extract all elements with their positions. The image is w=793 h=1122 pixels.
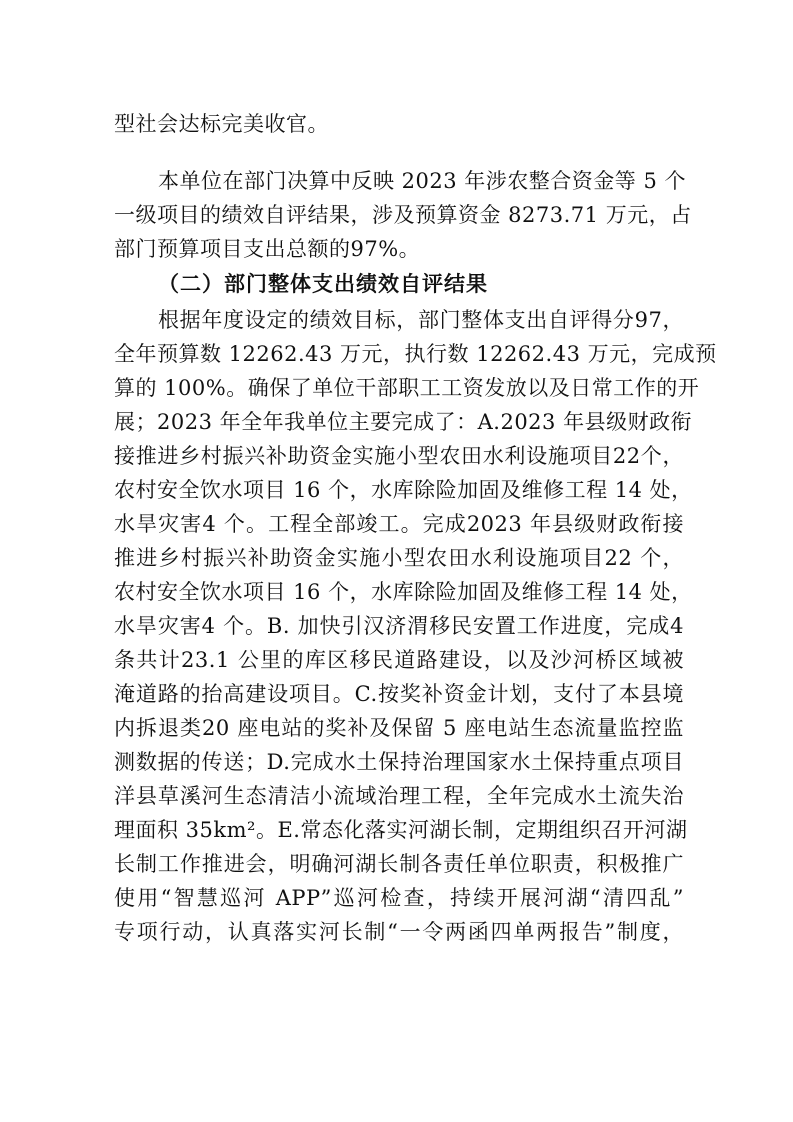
paragraph-line: 内拆退类20 座电站的奖补及保留 5 座电站生态流量监控监 — [114, 716, 684, 740]
paragraph-line: 水旱灾害4 个。B. 加快引汉济渭移民安置工作进度，完成4 — [114, 614, 684, 638]
paragraph-line: 接推进乡村振兴补助资金实施小型农田水利设施项目22个， — [114, 444, 684, 468]
paragraph-line: 展；2023 年全年我单位主要完成了：A.2023 年县级财政衔 — [114, 410, 693, 434]
paragraph-line: 测数据的传送；D.完成水土保持治理国家水土保持重点项目 — [114, 750, 684, 774]
paragraph-line: 长制工作推进会，明确河湖长制各责任单位职责，积极推广 — [114, 852, 684, 876]
paragraph-line: 使用“智慧巡河 APP”巡河检查，持续开展河湖“清四乱” — [114, 886, 684, 910]
paragraph-line: 农村安全饮水项目 16 个，水库除险加固及维修工程 14 处， — [114, 580, 693, 604]
paragraph-line: 专项行动，认真落实河长制“一令两函四单两报告”制度， — [114, 920, 684, 944]
paragraph-line: 一级项目的绩效自评结果，涉及预算资金 8273.71 万元，占 — [114, 203, 692, 227]
paragraph-line: 洋县草溪河生态清洁小流域治理工程，全年完成水土流失治 — [114, 784, 684, 808]
paragraph-line: 部门预算项目支出总额的97%。 — [114, 237, 421, 261]
paragraph-line: 淹道路的抬高建设项目。C.按奖补资金计划，支付了本县境 — [114, 682, 684, 706]
paragraph-line: 农村安全饮水项目 16 个，水库除险加固及维修工程 14 处， — [114, 478, 693, 502]
paragraph-line: 全年预算数 12262.43 万元，执行数 12262.43 万元，完成预 — [114, 342, 717, 366]
paragraph-line: 水旱灾害4 个。工程全部竣工。完成2023 年县级财政衔接 — [114, 512, 684, 536]
paragraph-line: 条共计23.1 公里的库区移民道路建设，以及沙河桥区域被 — [114, 648, 684, 672]
paragraph-line: 推进乡村振兴补助资金实施小型农田水利设施项目22 个， — [114, 546, 684, 570]
paragraph-line: 型社会达标完美收官。 — [114, 112, 329, 136]
paragraph-line: 根据年度设定的绩效目标，部门整体支出自评得分97， — [158, 308, 684, 332]
paragraph-line: 算的 100%。确保了单位干部职工工资发放以及日常工作的开 — [114, 376, 700, 400]
paragraph-line: 理面积 35km²。E.常态化落实河湖长制，定期组织召开河湖 — [114, 818, 688, 842]
paragraph-line: 本单位在部门决算中反映 2023 年涉农整合资金等 5 个 — [158, 169, 687, 193]
section-heading: （二）部门整体支出绩效自评结果 — [158, 272, 488, 296]
